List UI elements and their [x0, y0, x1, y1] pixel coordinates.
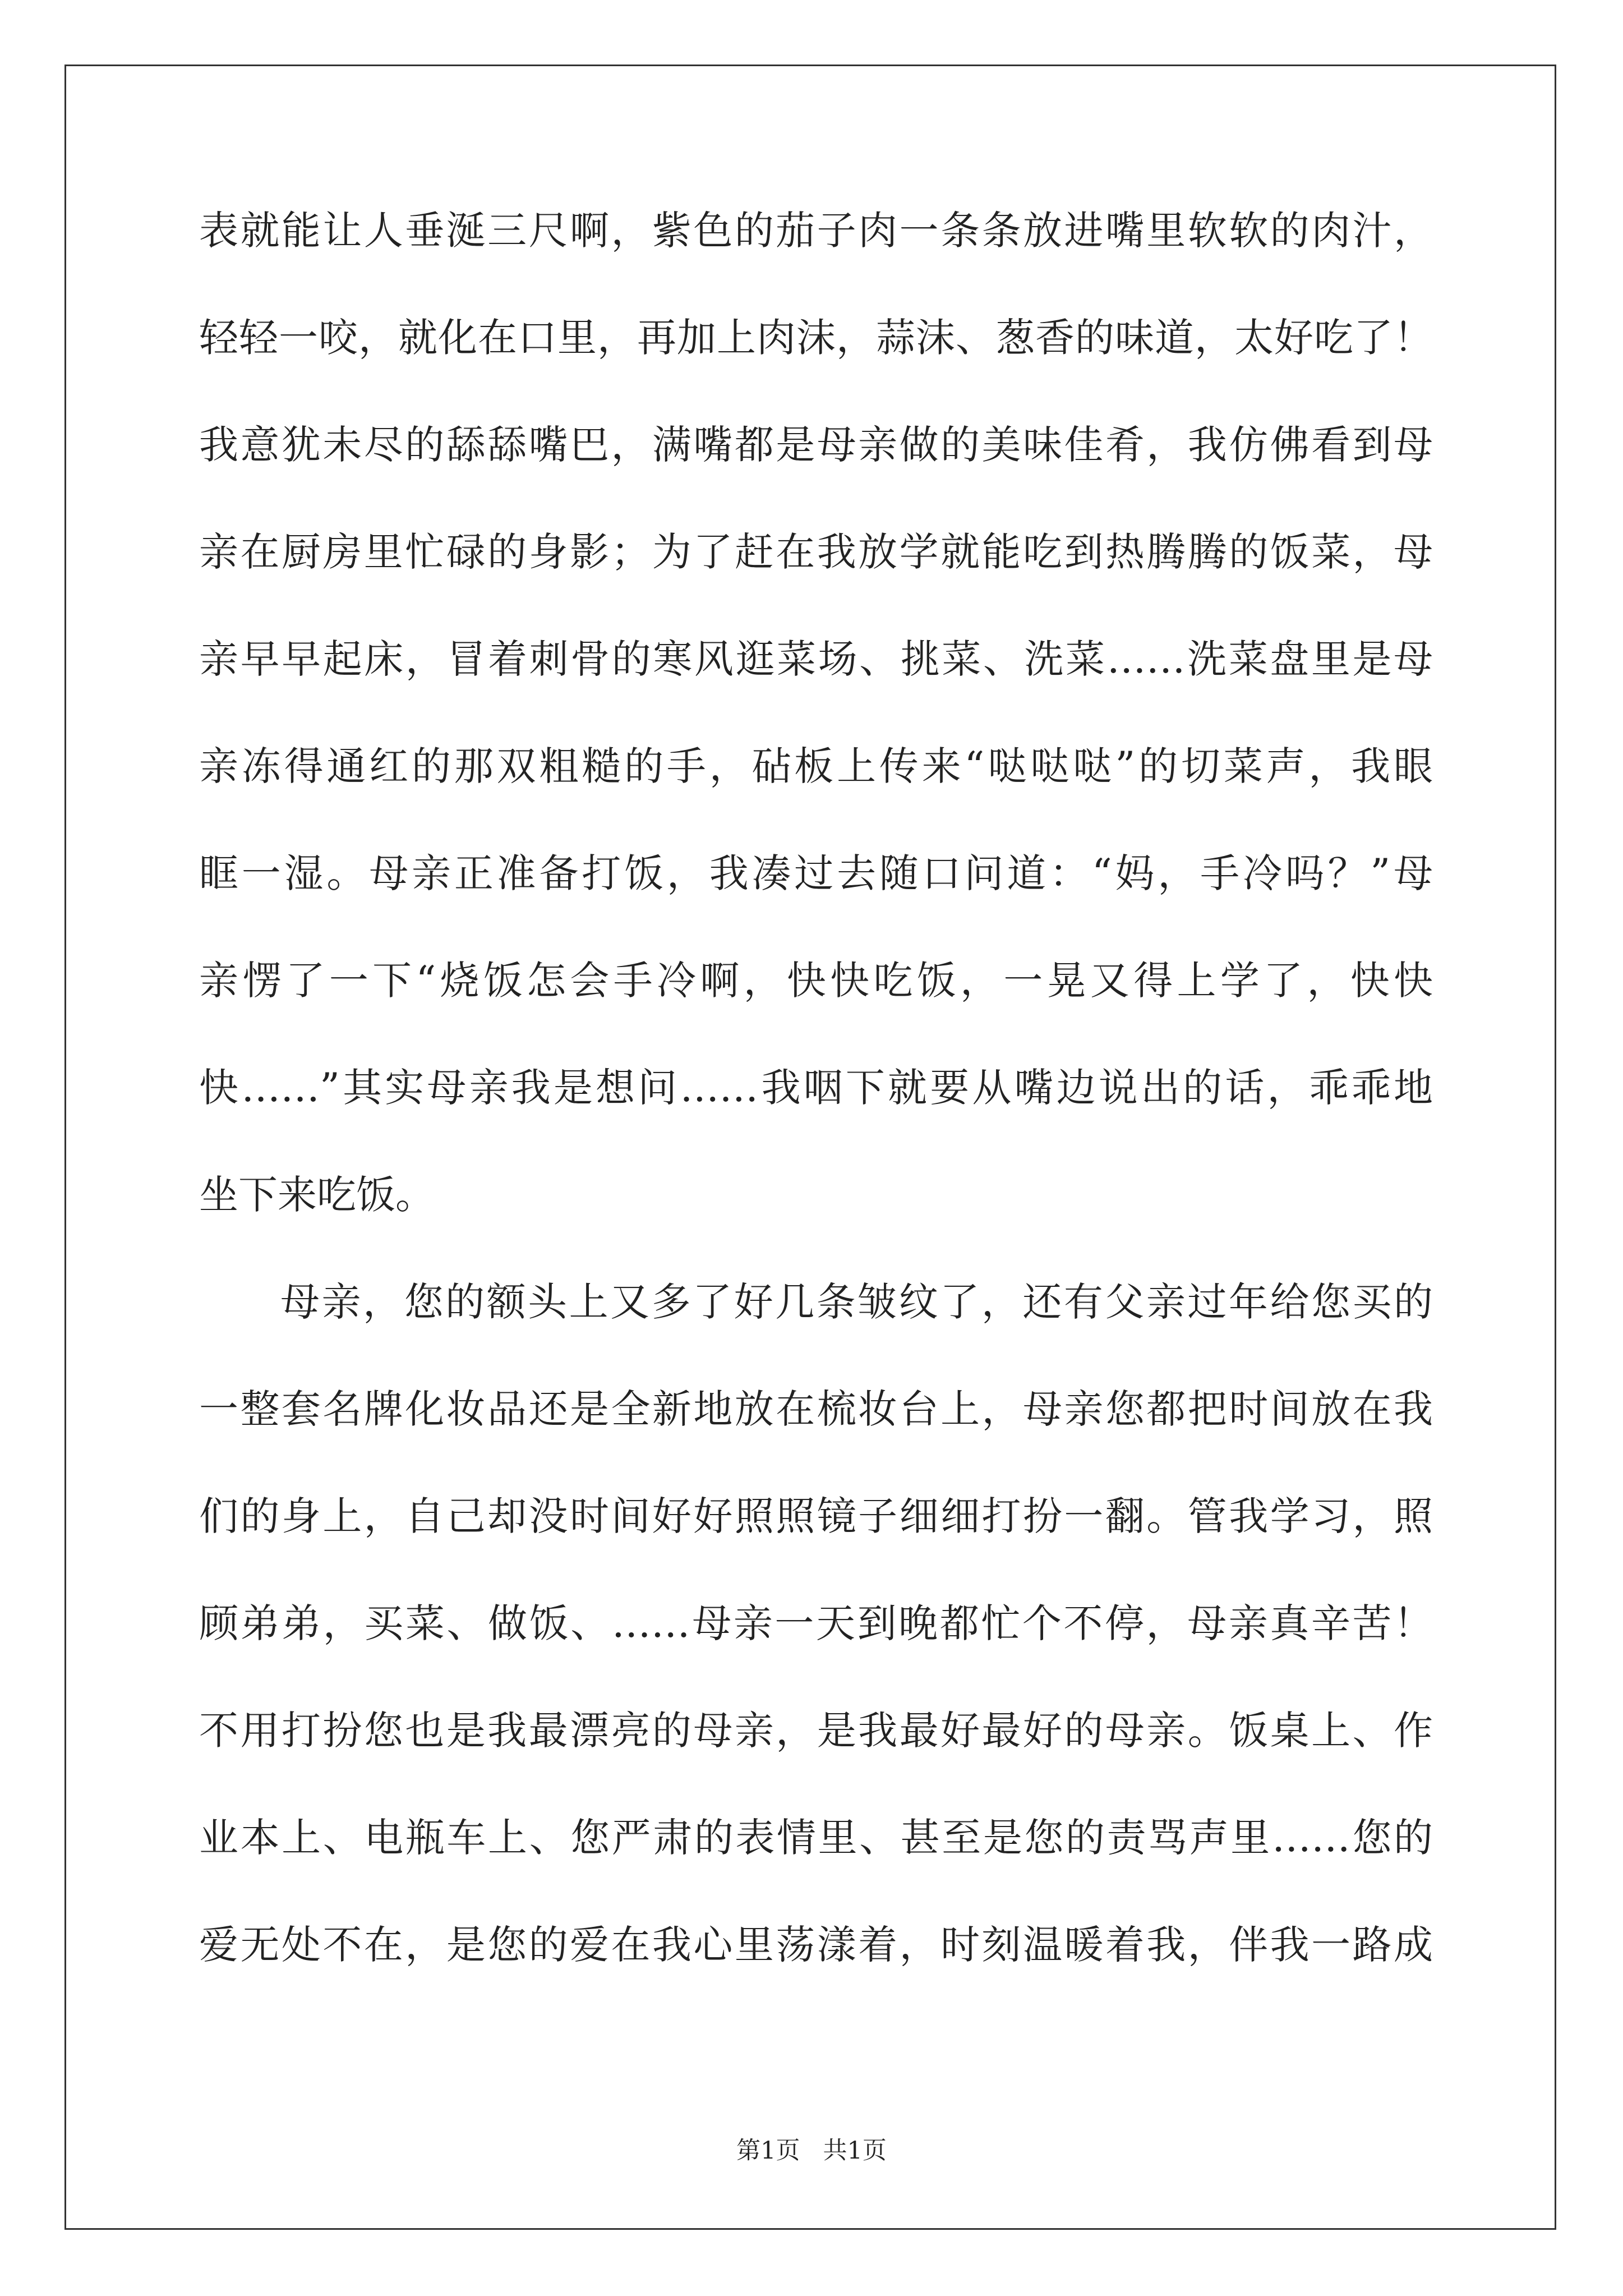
text-line: 不用打扮您也是我最漂亮的母亲，是我最好最好的母亲。饭桌上、作: [199, 1708, 1433, 1754]
text-line: 一整套名牌化妆品还是全新地放在梳妆台上，母亲您都把时间放在我: [199, 1386, 1433, 1432]
text-line: 亲在厨房里忙碌的身影；为了赶在我放学就能吃到热腾腾的饭菜，母: [199, 529, 1433, 575]
text-line: 我意犹未尽的舔舔嘴巴，满嘴都是母亲做的美味佳肴，我仿佛看到母: [199, 422, 1433, 468]
text-line: 快……”其实母亲我是想问……我咽下就要从嘴边说出的话，乖乖地: [199, 1065, 1433, 1111]
text-line: 坐下来吃饭。: [199, 1172, 435, 1218]
paragraph: [199, 199, 1433, 1271]
text-line: 们的身上，自己却没时间好好照照镜子细细打扮一翻。管我学习，照: [199, 1493, 1433, 1539]
text-line: 眶一湿。母亲正准备打饭，我凑过去随口问道：“妈，手冷吗？”母: [199, 850, 1433, 896]
text-line: 轻轻一咬，就化在口里，再加上肉沫，蒜沫、葱香的味道，太好吃了！: [199, 315, 1433, 361]
text-line: 业本上、电瓶车上、您严肃的表情里、甚至是您的责骂声里……您的: [199, 1815, 1433, 1861]
paragraph: [199, 1271, 1433, 2021]
text-line: 亲早早起床，冒着刺骨的寒风逛菜场、挑菜、洗菜……洗菜盘里是母: [199, 636, 1433, 682]
text-line: 亲愣了一下“烧饭怎会手冷啊，快快吃饭，一晃又得上学了，快快: [199, 958, 1433, 1004]
text-line: 亲冻得通红的那双粗糙的手，砧板上传来“哒哒哒”的切菜声，我眼: [199, 743, 1433, 789]
text-line: 顾弟弟，买菜、做饭、……母亲一天到晚都忙个不停，母亲真辛苦！: [199, 1600, 1433, 1646]
document-body: [199, 199, 1433, 2021]
text-line: 爱无处不在，是您的爱在我心里荡漾着，时刻温暖着我，伴我一路成: [199, 1922, 1433, 1968]
page-number-footer: 第1页 共1页: [736, 2137, 887, 2165]
text-line: 表就能让人垂涎三尺啊，紫色的茄子肉一条条放进嘴里软软的肉汁，: [199, 208, 1433, 254]
text-line: 母亲，您的额头上又多了好几条皱纹了，还有父亲过年给您买的: [280, 1279, 1433, 1325]
